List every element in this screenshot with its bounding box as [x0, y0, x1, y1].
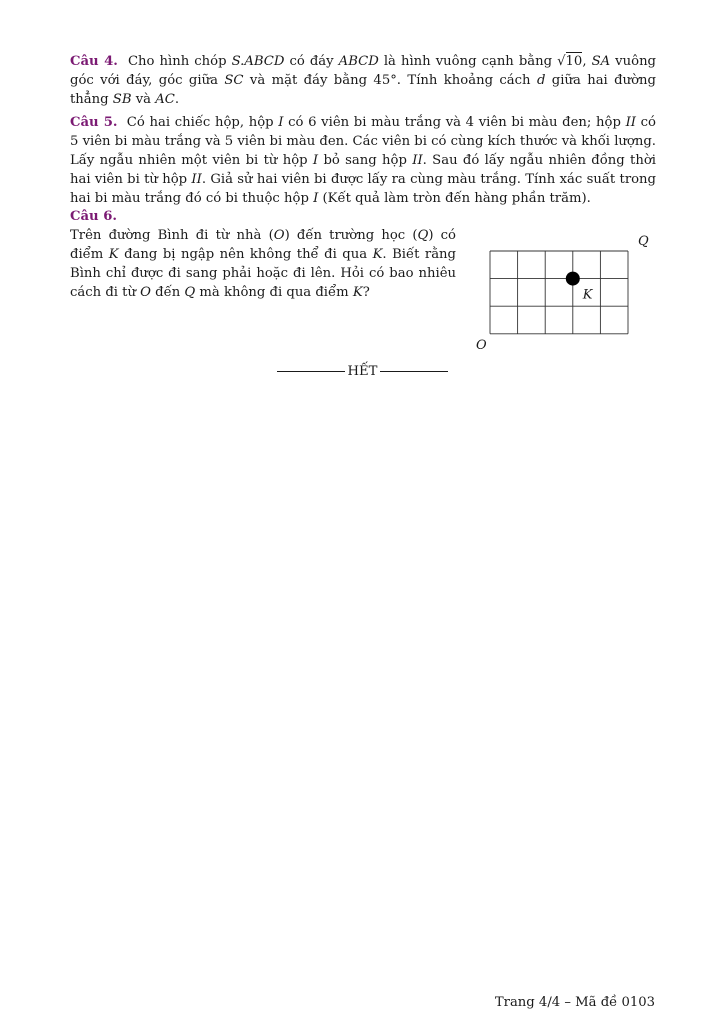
q4-math-5: d — [536, 73, 546, 88]
q6-text-1: Trên đường Bình đi từ nhà ( — [70, 228, 274, 243]
q6-math-2: Q — [417, 228, 429, 243]
q6-math-1: O — [273, 228, 285, 243]
q6-text-8: ? — [362, 285, 370, 300]
q5-math-1: I — [278, 115, 284, 130]
q5-text-3: có 5 viên bi màu trắng và 5 viên bi màu đen. Các viên bi có cùng kích thước và khối lượng. Lấy ngẫu nhiên một viên bi từ hộp — [70, 115, 656, 168]
q4-math-3: SA — [591, 54, 611, 69]
q5-math-3: I — [312, 153, 319, 168]
q6-math-3: K — [108, 247, 119, 262]
q6-text-5: . Biết rằng Bình chỉ được đi sang phải hoặc đi lên. Hỏi có bao nhiêu cách đi từ — [70, 247, 456, 300]
point-o-label: O — [476, 338, 487, 353]
q4-math-2: ABCD — [338, 54, 379, 69]
q6-math-4: K — [372, 247, 383, 262]
q5-math-2: II — [625, 115, 636, 130]
sqrt-argument: 10 — [565, 54, 583, 69]
question-6 — [70, 226, 456, 302]
q5-text-7: (Kết quả làm tròn đến hàng phần trăm). — [318, 191, 591, 206]
q5-math-4: II — [412, 153, 423, 168]
q5-text-1: Có hai chiếc hộp, hộp — [126, 115, 279, 130]
question-4 — [70, 52, 656, 109]
point-q-label: Q — [638, 234, 649, 249]
q6-math-5: O — [140, 285, 151, 300]
q4-math-7: AC — [155, 92, 175, 107]
q4-text-5: vuông góc với đáy, góc giữa — [70, 54, 657, 88]
question-6-label: Câu 6. — [70, 209, 117, 224]
q4-text-9: . — [174, 92, 180, 107]
q4-text-3: là hình vuông cạnh bằng — [378, 54, 558, 69]
q5-math-6: I — [313, 191, 319, 206]
sqrt-expression — [557, 52, 582, 71]
street-grid-figure — [470, 228, 660, 358]
q6-text-2: ) đến trường học ( — [284, 228, 418, 243]
question-5 — [70, 113, 656, 208]
end-marker — [0, 364, 725, 379]
sqrt-sign: √ — [557, 54, 566, 69]
point-k-label: K — [582, 287, 593, 303]
q6-math-6: Q — [184, 285, 196, 300]
q4-text-4: , — [582, 54, 592, 69]
q4-text-1: Cho hình chóp — [127, 54, 232, 69]
end-rule-right — [380, 371, 448, 372]
end-rule-left — [277, 371, 345, 372]
end-text: HẾT — [347, 364, 378, 379]
street-grid-lines — [490, 251, 628, 334]
q4-math-1: S.ABCD — [231, 54, 285, 69]
q6-text-3: ) có điểm — [70, 228, 456, 262]
q6-text-4: đang bị ngập nên không thể đi qua — [118, 247, 373, 262]
flooded-point-k-dot — [566, 272, 580, 286]
q6-text-7: mà không đi qua điểm — [195, 285, 353, 300]
q4-text-6: và mặt đáy bằng 45°. Tính khoảng cách — [243, 73, 537, 88]
q5-text-2: có 6 viên bi màu trắng và 4 viên bi màu đen; hộp — [283, 115, 626, 130]
q5-text-6: . Giả sử hai viên bi được lấy ra cùng màu trắng. Tính xác suất trong hai bi màu trắng đó có bi thuộc hộp — [70, 172, 656, 206]
q4-text-2: có đáy — [284, 54, 339, 69]
question-4-label: Câu 4. — [70, 54, 118, 69]
q6-text-6: đến — [150, 285, 185, 300]
q4-math-6: SB — [112, 92, 132, 107]
q4-text-8: và — [131, 92, 156, 107]
q6-math-7: K — [352, 285, 363, 300]
question-5-label: Câu 5. — [70, 115, 118, 130]
q5-text-5: . Sau đó lấy ngẫu nhiên đồng thời hai viên bi từ hộp — [70, 153, 657, 187]
q5-math-5: II — [191, 172, 202, 187]
q4-text-7: giữa hai đường thẳng — [70, 73, 656, 107]
q4-math-4: SC — [224, 73, 244, 88]
q5-text-4: bỏ sang hộp — [318, 153, 413, 168]
page-footer: Trang 4/4 – Mã đề 0103 — [494, 995, 655, 1010]
